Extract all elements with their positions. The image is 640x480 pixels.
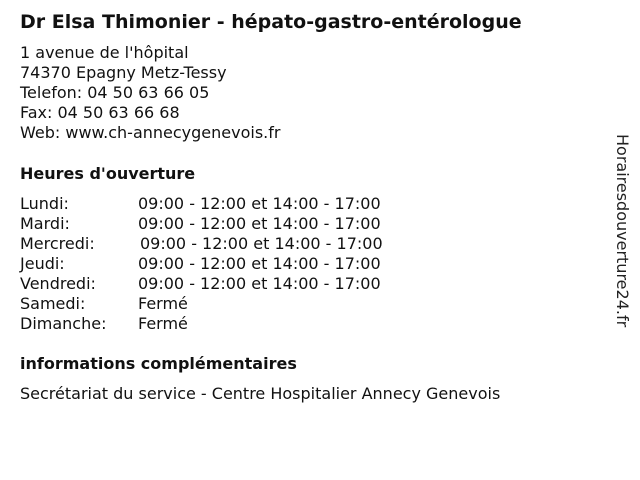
fax-number: Fax: 04 50 63 66 68 (20, 103, 180, 122)
opening-hours-heading: Heures d'ouverture (20, 164, 196, 183)
day-label: Dimanche: (20, 314, 107, 333)
day-label: Mercredi: (20, 234, 95, 253)
time-range: Fermé (138, 294, 188, 313)
time-range: 09:00 - 12:00 et 14:00 - 17:00 (138, 214, 381, 233)
street-address: 1 avenue de l'hôpital (20, 43, 189, 62)
website-link[interactable]: www.ch-annecygenevois.fr (65, 123, 281, 142)
page-title: Dr Elsa Thimonier - hépato-gastro-entérologue (20, 11, 522, 33)
time-range: Fermé (138, 314, 188, 333)
web-label: Web: (20, 123, 66, 142)
time-range: 09:00 - 12:00 et 14:00 - 17:00 (138, 254, 381, 273)
day-label: Lundi: (20, 194, 69, 213)
web-line (20, 123, 280, 143)
time-range: 09:00 - 12:00 et 14:00 - 17:00 (138, 274, 381, 293)
phone-number: Telefon: 04 50 63 66 05 (20, 83, 210, 102)
day-label: Jeudi: (20, 254, 65, 273)
day-label: Mardi: (20, 214, 70, 233)
time-range: 09:00 - 12:00 et 14:00 - 17:00 (138, 194, 381, 213)
additional-info-text: Secrétariat du service - Centre Hospitalier Annecy Genevois (20, 384, 501, 403)
contact-block (20, 43, 280, 143)
day-label: Samedi: (20, 294, 86, 313)
additional-info-heading: informations complémentaires (20, 354, 297, 373)
city-postcode: 74370 Epagny Metz-Tessy (20, 63, 227, 82)
time-range: 09:00 - 12:00 et 14:00 - 17:00 (140, 234, 383, 253)
day-label: Vendredi: (20, 274, 96, 293)
site-watermark: Horairesdouverture24.fr (613, 134, 632, 328)
